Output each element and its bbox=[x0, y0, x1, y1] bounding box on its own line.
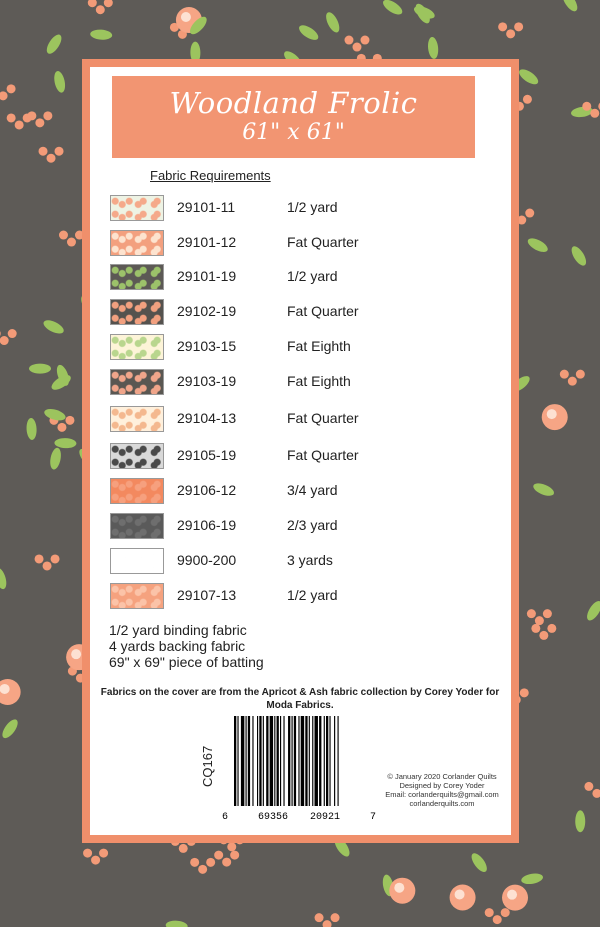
fabric-amount: 1/2 yard bbox=[287, 199, 338, 215]
extra-requirements bbox=[109, 622, 264, 670]
barcode-digit: 6 bbox=[222, 812, 229, 823]
fabric-swatch bbox=[110, 230, 164, 256]
barcode-bar bbox=[237, 716, 238, 806]
barcode-bar bbox=[270, 716, 273, 806]
requirements-heading: Fabric Requirements bbox=[150, 168, 271, 183]
barcode-bar bbox=[257, 716, 258, 806]
barcode-bar bbox=[315, 716, 318, 806]
berry-shape bbox=[55, 147, 64, 156]
berry-shape bbox=[91, 856, 100, 865]
berry-shape bbox=[179, 844, 188, 853]
berry-shape bbox=[344, 36, 353, 45]
berry-shape bbox=[15, 120, 24, 129]
barcode-bar bbox=[294, 716, 296, 806]
berry-shape bbox=[520, 688, 529, 697]
fabric-amount: Fat Quarter bbox=[287, 303, 359, 319]
fabric-amount: 1/2 yard bbox=[287, 587, 338, 603]
berry-shape bbox=[485, 908, 494, 917]
extra-item: 1/2 yard binding fabric bbox=[109, 622, 247, 638]
berry-shape bbox=[501, 908, 510, 917]
extra-item: 4 yards backing fabric bbox=[109, 638, 246, 654]
fabric-swatch bbox=[110, 548, 164, 574]
fabric-swatch bbox=[110, 443, 164, 469]
flower-center bbox=[181, 12, 191, 22]
flower-center bbox=[507, 890, 517, 900]
credit-line: corlanderquilts.com bbox=[409, 799, 475, 808]
fabric-code: 29106-19 bbox=[177, 517, 237, 533]
leaf-shape bbox=[0, 717, 21, 741]
fabric-swatch bbox=[110, 478, 164, 504]
fabric-code: 29105-19 bbox=[177, 447, 237, 463]
pattern-title: Woodland Frolic bbox=[169, 86, 418, 120]
berry-shape bbox=[584, 782, 593, 791]
berry-shape bbox=[198, 865, 207, 874]
berry-shape bbox=[57, 423, 66, 432]
fabric-code: 29107-13 bbox=[177, 587, 237, 603]
fabric-code: 9900-200 bbox=[177, 552, 237, 568]
fabric-amount: 3 yards bbox=[287, 552, 333, 568]
leaf-shape bbox=[520, 872, 543, 886]
barcode-bar bbox=[234, 716, 236, 806]
berry-shape bbox=[27, 111, 36, 120]
berry-shape bbox=[0, 336, 9, 345]
barcode-bar bbox=[301, 716, 304, 806]
credit-line: Designed by Corey Yoder bbox=[399, 781, 485, 790]
barcode-bar bbox=[263, 716, 264, 806]
berry-shape bbox=[360, 36, 369, 45]
berry-shape bbox=[35, 118, 44, 127]
barcode-bar bbox=[298, 716, 299, 806]
fabric-code: 29103-19 bbox=[177, 373, 237, 389]
leaf-shape bbox=[584, 599, 600, 623]
leaf-shape bbox=[29, 364, 51, 374]
barcode-bars bbox=[230, 714, 378, 810]
barcode-bar bbox=[252, 716, 253, 806]
fabric-swatch bbox=[110, 406, 164, 432]
barcode-bar bbox=[305, 716, 307, 806]
barcode-bar bbox=[319, 716, 321, 806]
credits bbox=[372, 772, 512, 808]
leaf-shape bbox=[560, 0, 580, 14]
fabric-code: 29101-12 bbox=[177, 234, 237, 250]
leaf-shape bbox=[575, 810, 585, 832]
barcode-bar bbox=[324, 716, 325, 806]
fabric-swatch bbox=[110, 583, 164, 609]
leaf-shape bbox=[42, 318, 66, 337]
berry-shape bbox=[331, 913, 340, 922]
berry-shape bbox=[352, 43, 361, 52]
berry-shape bbox=[539, 631, 548, 640]
berry-shape bbox=[96, 5, 105, 14]
berry-shape bbox=[543, 609, 552, 618]
berry-shape bbox=[88, 0, 97, 7]
barcode-bar bbox=[329, 716, 330, 806]
leaf-shape bbox=[569, 244, 589, 268]
fabric-code: 29102-19 bbox=[177, 303, 237, 319]
fabric-code: 29101-11 bbox=[177, 199, 236, 215]
leaf-shape bbox=[26, 418, 37, 440]
barcode-bar bbox=[277, 716, 279, 806]
berry-shape bbox=[582, 102, 591, 111]
berry-shape bbox=[514, 22, 523, 31]
berry-shape bbox=[0, 91, 8, 100]
berry-shape bbox=[51, 554, 60, 563]
fabric-amount: 3/4 yard bbox=[287, 482, 338, 498]
berry-shape bbox=[560, 370, 569, 379]
fabric-amount: Fat Quarter bbox=[287, 234, 359, 250]
leaf-shape bbox=[52, 70, 66, 94]
leaf-shape bbox=[49, 447, 63, 471]
berry-shape bbox=[190, 858, 199, 867]
fabric-amount: 1/2 yard bbox=[287, 268, 338, 284]
berry-shape bbox=[222, 858, 231, 867]
flower-center bbox=[0, 684, 10, 694]
berry-shape bbox=[8, 329, 17, 338]
fabric-amount: Fat Quarter bbox=[287, 410, 359, 426]
leaf-shape bbox=[381, 0, 405, 17]
leaf-shape bbox=[323, 10, 342, 34]
barcode-bar bbox=[292, 716, 293, 806]
berry-shape bbox=[527, 609, 536, 618]
berry-shape bbox=[65, 416, 74, 425]
barcode-bar bbox=[248, 716, 250, 806]
berry-shape bbox=[315, 913, 324, 922]
quilt-size: 61" x 61" bbox=[242, 120, 345, 145]
berry-shape bbox=[531, 624, 540, 633]
berry-shape bbox=[493, 915, 502, 924]
barcode-bar bbox=[309, 716, 310, 806]
fabric-amount: Fat Eighth bbox=[287, 373, 351, 389]
barcode-bar bbox=[280, 716, 281, 806]
leaf-shape bbox=[44, 32, 64, 56]
credit-line: © January 2020 Corlander Quilts bbox=[387, 772, 497, 781]
barcode-bar bbox=[246, 716, 247, 806]
extra-item: 69" x 69" piece of batting bbox=[109, 654, 264, 670]
barcode-bar bbox=[312, 716, 313, 806]
berry-shape bbox=[523, 95, 532, 104]
berry-shape bbox=[47, 154, 56, 163]
barcode-digit: 7 bbox=[370, 812, 377, 823]
berry-shape bbox=[7, 113, 16, 122]
fabric-swatch bbox=[110, 369, 164, 395]
leaf-shape bbox=[427, 36, 439, 59]
barcode-bar bbox=[274, 716, 275, 806]
barcode-bar bbox=[283, 716, 284, 806]
berry-shape bbox=[214, 851, 223, 860]
fabric-amount: 2/3 yard bbox=[287, 517, 338, 533]
berry-shape bbox=[230, 851, 239, 860]
berry-shape bbox=[104, 0, 113, 7]
title-banner bbox=[112, 76, 475, 158]
berry-shape bbox=[498, 22, 507, 31]
barcode-bar bbox=[266, 716, 268, 806]
product-code: CQ167 bbox=[200, 745, 215, 787]
barcode-bar bbox=[326, 716, 328, 806]
leaf-shape bbox=[0, 566, 9, 590]
berry-shape bbox=[43, 111, 52, 120]
fabric-swatch bbox=[110, 513, 164, 539]
berry-shape bbox=[547, 624, 556, 633]
berry-shape bbox=[227, 842, 236, 851]
fabric-swatch bbox=[110, 299, 164, 325]
berry-shape bbox=[59, 231, 68, 240]
leaf-shape bbox=[90, 29, 113, 41]
barcode-digit: 20921 bbox=[310, 812, 341, 823]
berry-shape bbox=[525, 209, 534, 218]
berry-shape bbox=[576, 370, 585, 379]
fabric-swatch bbox=[110, 264, 164, 290]
berry-shape bbox=[592, 789, 600, 798]
berry-shape bbox=[7, 84, 16, 93]
berry-shape bbox=[323, 920, 332, 927]
flower-center bbox=[455, 889, 465, 899]
berry-shape bbox=[568, 377, 577, 386]
product-code-wrap bbox=[200, 735, 220, 795]
leaf-shape bbox=[297, 22, 321, 42]
fabric-code: 29101-19 bbox=[177, 268, 237, 284]
barcode-digit: 69356 bbox=[258, 812, 289, 823]
fabric-swatch bbox=[110, 195, 164, 221]
leaf-shape bbox=[165, 920, 188, 927]
barcode-bar bbox=[259, 716, 261, 806]
berry-shape bbox=[506, 29, 515, 38]
credit-line: Email: corlanderquilts@gmail.com bbox=[385, 790, 499, 799]
berry-shape bbox=[206, 858, 215, 867]
berry-shape bbox=[35, 554, 44, 563]
leaf-shape bbox=[517, 67, 541, 88]
flower-center bbox=[71, 649, 81, 659]
berry-shape bbox=[43, 561, 52, 570]
berry-shape bbox=[67, 238, 76, 247]
fabric-amount: Fat Eighth bbox=[287, 338, 351, 354]
berry-shape bbox=[535, 616, 544, 625]
fabric-amount: Fat Quarter bbox=[287, 447, 359, 463]
flower-center bbox=[394, 883, 404, 893]
barcode bbox=[222, 714, 378, 826]
berry-shape bbox=[590, 109, 599, 118]
barcode-bar bbox=[241, 716, 244, 806]
fabric-code: 29106-12 bbox=[177, 482, 237, 498]
cover-note: Fabrics on the cover are from the Apricot & Ash fabric collection by Corey Yoder for Moda Fabrics. bbox=[100, 687, 500, 711]
fabric-code: 29103-15 bbox=[177, 338, 237, 354]
barcode-bar bbox=[288, 716, 290, 806]
fabric-code: 29104-13 bbox=[177, 410, 237, 426]
leaf-shape bbox=[54, 438, 76, 449]
leaf-shape bbox=[532, 481, 556, 499]
flower-center bbox=[547, 409, 557, 419]
barcode-bar bbox=[334, 716, 335, 806]
berry-shape bbox=[99, 849, 108, 858]
berry-shape bbox=[83, 849, 92, 858]
berry-shape bbox=[39, 147, 48, 156]
fabric-swatch bbox=[110, 334, 164, 360]
berry-shape bbox=[0, 329, 1, 338]
leaf-shape bbox=[526, 236, 550, 255]
barcode-bar bbox=[338, 716, 339, 806]
leaf-shape bbox=[469, 851, 490, 875]
